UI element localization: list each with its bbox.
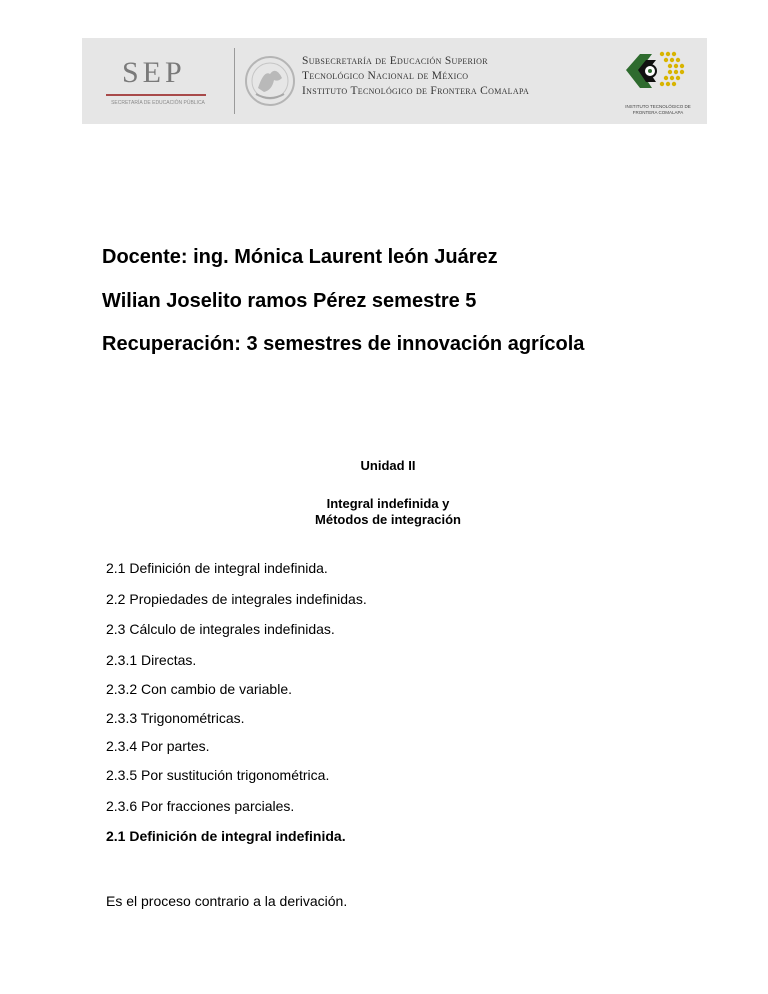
sep-logo: SEP bbox=[122, 56, 186, 89]
header-divider bbox=[234, 48, 235, 114]
institution-line: Instituto Tecnológico de Frontera Comalapa bbox=[302, 85, 530, 97]
student-line: Wilian Joselito ramos Pérez semestre 5 bbox=[102, 290, 477, 312]
institution-line: Subsecretaría de Educación Superior bbox=[302, 55, 488, 67]
docente-line: Docente: ing. Mónica Laurent león Juárez bbox=[102, 246, 498, 268]
section-paragraph: Es el proceso contrario a la derivación. bbox=[106, 893, 348, 909]
unit-subtitle-line1: Integral indefinida y bbox=[326, 496, 450, 511]
itfc-caption: INSTITUTO TECNOLÓGICO DE FRONTERA COMALAPA bbox=[625, 104, 691, 115]
toc-item: 2.3.3 Trigonométricas. bbox=[106, 710, 245, 726]
national-seal-icon bbox=[244, 48, 296, 114]
toc-item: 2.3.4 Por partes. bbox=[106, 738, 210, 754]
sep-accent-line bbox=[106, 94, 206, 96]
institution-line: Tecnológico Nacional de México bbox=[302, 70, 469, 82]
toc-item: 2.3.5 Por sustitución trigonométrica. bbox=[106, 767, 330, 783]
toc-item: 2.3.1 Directas. bbox=[106, 652, 197, 668]
header-banner bbox=[82, 38, 707, 124]
toc-item: 2.2 Propiedades de integrales indefinidas. bbox=[106, 591, 367, 607]
toc-item: 2.3.6 Por fracciones parciales. bbox=[106, 798, 295, 814]
itfc-logo-icon bbox=[616, 44, 696, 104]
unit-subtitle-line2: Métodos de integración bbox=[315, 512, 461, 527]
section-heading: 2.1 Definición de integral indefinida. bbox=[106, 828, 346, 844]
toc-item: 2.3 Cálculo de integrales indefinidas. bbox=[106, 621, 335, 637]
institution-names bbox=[302, 54, 529, 99]
unit-title: Unidad II bbox=[360, 458, 416, 473]
sep-logo-block bbox=[100, 46, 210, 118]
toc-item: 2.1 Definición de integral indefinida. bbox=[106, 560, 328, 576]
toc-item: 2.3.2 Con cambio de variable. bbox=[106, 681, 292, 697]
sep-subtitle: SECRETARÍA DE EDUCACIÓN PÚBLICA bbox=[111, 100, 205, 106]
recuperacion-line: Recuperación: 3 semestres de innovación agrícola bbox=[102, 333, 585, 355]
